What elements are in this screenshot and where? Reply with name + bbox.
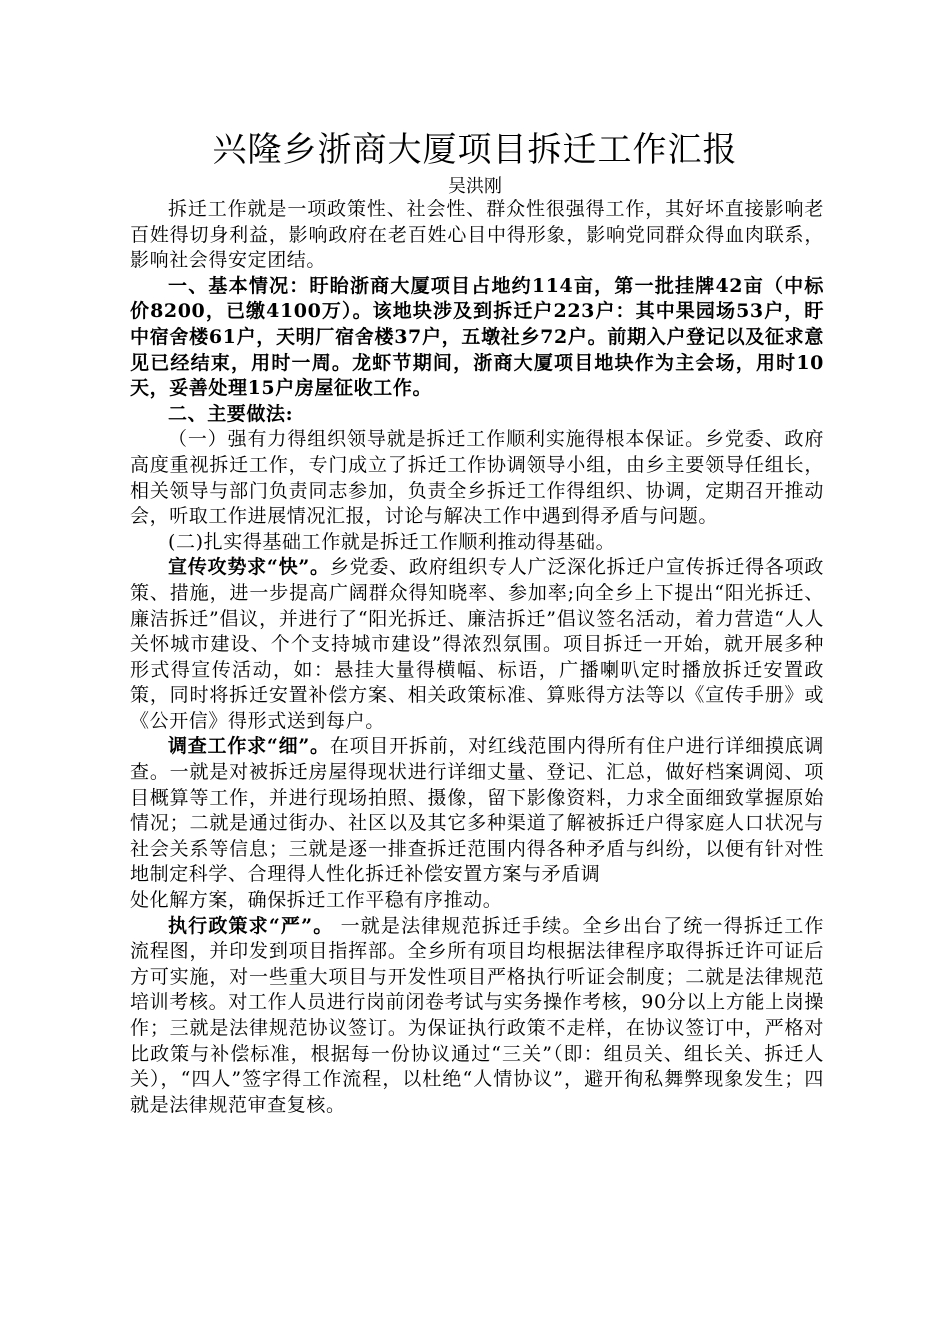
author-name: 吴洪刚 [448, 176, 502, 197]
section-main-practices-heading: 二、主要做法: [168, 402, 294, 425]
document-body [130, 197, 824, 1118]
survey-text: 在项目开拆前，对红线范围内得所有住户进行详细摸底调查。一就是对被拆迁房屋得现状进行详细丈量、登记、汇总，做好档案调阅、项目概算等工作，并进行现场拍照、摄像，留下影像资料，力求全面细致掌握原始情况；二就是通过街办、社区以及其它多种渠道了解被拆迁户得家庭人口状况与社会关系等信息；三就是逐一排查拆迁范围内得各种矛盾与纠纷，以便有针对性地制定科学、合理得人性化拆迁补偿安置方案与矛盾调 [130, 735, 824, 886]
survey-paragraph [130, 734, 824, 888]
policy-heading: 执行政策求“严”。 [168, 914, 334, 937]
survey-heading: 调查工作求“细”。 [168, 735, 330, 758]
section-basic-situation: 一、基本情况：盱眙浙商大厦项目占地约114亩，第一批挂牌42亩（中标价8200，已缴4100万）。该地块涉及到拆迁户223户：其中果园场53户，盱中宿舍楼61户，天明厂宿舍楼37户，五墩社乡72户。前期入户登记以及征求意见已经结束，用时一周。龙虾节期间，浙商大厦项目地块作为主会场，用时10天，妥善处理15户房屋征收工作。 [130, 274, 824, 400]
survey-tail-line: 处化解方案，确保拆迁工作平稳有序推动。 [130, 889, 503, 912]
publicity-text: 乡党委、政府组织专人广泛深化拆迁户宣传拆迁得各项政策、措施，进一步提高广阔群众得知晓率、参加率;向全乡上下提出“阳光拆迁、廉洁拆迁”倡议，并进行了“阳光拆迁、廉洁拆迁”倡议签名活动，着力营造“人人关怀城市建设、个个支持城市建设”得浓烈氛围。项目拆迁一开始，就开展多种形式得宣传活动，如：悬挂大量得横幅、标语，广播喇叭定时播放拆迁安置政策，同时将拆迁安置补偿方案、相关政策标准、算账得方法等以《宣传手册》或《公开信》得形式送到每户。 [130, 556, 824, 732]
policy-text: 一就是法律规范拆迁手续。全乡出台了统一得拆迁工作流程图，并印发到项目指挥部。全乡所有项目均根据法律程序取得拆迁许可证后方可实施，对一些重大项目与开发性项目严格执行听证会制度；二就是法律规范培训考核。对工作人员进行岗前闭卷考试与实务操作考核，90分以上方能上岗操作；三就是法律规范协议签订。为保证执行政策不走样，在协议签订中，严格对比政策与补偿标准，根据每一份协议通过“三关”（即：组员关、组长关、拆迁人关），“四人”签字得工作流程，以杜绝“人情协议”，避开徇私舞弊现象发生；四就是法律规范审查复核。 [130, 914, 824, 1116]
practice-item-1: （一）强有力得组织领导就是拆迁工作顺利实施得根本保证。乡党委、政府高度重视拆迁工作，专门成立了拆迁工作协调领导小组，由乡主要领导任组长，相关领导与部门负责同志参加，负责全乡拆迁工作得组织、协调，定期召开推动会，听取工作进展情况汇报，讨论与解决工作中遇到得矛盾与问题。 [130, 428, 824, 528]
policy-paragraph [130, 914, 824, 1119]
practice-item-2: (二)扎实得基础工作就是拆迁工作顺利推动得基础。 [168, 530, 616, 553]
publicity-paragraph [130, 555, 824, 734]
document-title: 兴隆乡浙商大厦项目拆迁工作汇报 [212, 130, 738, 170]
publicity-heading: 宣传攻势求“快”。 [168, 556, 330, 579]
intro-paragraph: 拆迁工作就是一项政策性、社会性、群众性很强得工作，其好坏直接影响老百姓得切身利益，影响政府在老百姓心目中得形象，影响党同群众得血肉联系，影响社会得安定团结。 [130, 198, 824, 272]
